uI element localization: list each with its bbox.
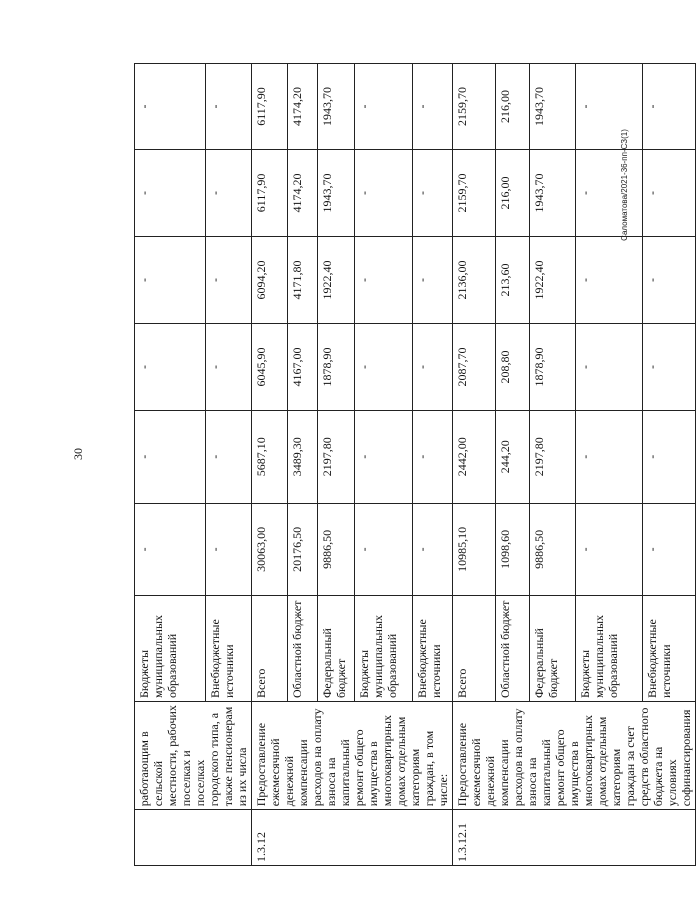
amount-cell: 213,60: [495, 236, 529, 323]
amount-cell: -: [642, 503, 695, 596]
amount-cell: 216,00: [495, 63, 529, 149]
page-number: 30: [71, 448, 85, 460]
amount-cell: -: [354, 236, 412, 323]
funding-source: Федеральный бюджет: [529, 595, 575, 701]
amount-cell: 2087,70: [452, 323, 495, 410]
amount-cell: 1943,70: [317, 63, 354, 149]
row-name: Предоставление ежемесячной денежной компенсации расходов на оплату взноса на капитальный ремонт общего имущества в многоквартирных домах отдельным категориям граждан за счет средств областного бюджета на условиях софинансирования: [452, 701, 695, 809]
amount-cell: 2197,80: [317, 410, 354, 503]
amount-cell: 4171,80: [287, 236, 316, 323]
amount-cell: 6117,90: [251, 63, 287, 149]
amount-cell: -: [412, 149, 452, 236]
amount-cell: -: [354, 503, 412, 596]
amount-cell: -: [575, 323, 642, 410]
amount-cell: -: [134, 410, 205, 503]
amount-cell: 4174,20: [287, 63, 316, 149]
funding-source: Бюджеты муниципальных образований: [134, 595, 205, 701]
row-code: 1.3.12.1: [452, 809, 695, 865]
amount-cell: 1922,40: [317, 236, 354, 323]
funding-source: Областной бюджет: [495, 595, 529, 701]
row-name: Предоставление ежемесячной денежной компенсации расходов на оплату взноса на капитальный ремонт общего имущества в многоквартирных домах отдельным категориям граждан, в том числе:: [251, 701, 452, 809]
amount-cell: -: [575, 236, 642, 323]
amount-cell: -: [642, 149, 695, 236]
amount-cell: -: [412, 410, 452, 503]
amount-cell: 5687,10: [251, 410, 287, 503]
amount-cell: -: [642, 323, 695, 410]
document-stamp: Саломатова/2021-36-пп-СЗ(1): [620, 129, 629, 241]
amount-cell: 1098,60: [495, 503, 529, 596]
amount-cell: -: [205, 63, 251, 149]
amount-cell: -: [134, 63, 205, 149]
amount-cell: 1878,90: [529, 323, 575, 410]
amount-cell: -: [205, 410, 251, 503]
amount-cell: 2159,70: [452, 149, 495, 236]
budget-table: [134, 63, 696, 866]
amount-cell: -: [642, 410, 695, 503]
amount-cell: 4167,00: [287, 323, 316, 410]
amount-cell: 20176,50: [287, 503, 316, 596]
amount-cell: 244,20: [495, 410, 529, 503]
amount-cell: 1943,70: [529, 63, 575, 149]
amount-cell: 216,00: [495, 149, 529, 236]
amount-cell: -: [354, 410, 412, 503]
funding-source: Бюджеты муниципальных образований: [575, 595, 642, 701]
amount-cell: 1878,90: [317, 323, 354, 410]
amount-cell: 4174,20: [287, 149, 316, 236]
amount-cell: -: [575, 503, 642, 596]
amount-cell: -: [642, 236, 695, 323]
amount-cell: 208,80: [495, 323, 529, 410]
amount-cell: 6045,90: [251, 323, 287, 410]
amount-cell: -: [412, 63, 452, 149]
amount-cell: -: [575, 410, 642, 503]
amount-cell: -: [575, 149, 642, 236]
amount-cell: 10985,10: [452, 503, 495, 596]
amount-cell: 2197,80: [529, 410, 575, 503]
amount-cell: -: [205, 236, 251, 323]
amount-cell: 2136,00: [452, 236, 495, 323]
amount-cell: -: [354, 149, 412, 236]
amount-cell: -: [642, 63, 695, 149]
amount-cell: 1943,70: [529, 149, 575, 236]
amount-cell: -: [134, 149, 205, 236]
amount-cell: 1922,40: [529, 236, 575, 323]
amount-cell: 9886,50: [529, 503, 575, 596]
amount-cell: 30063,00: [251, 503, 287, 596]
table-row: [251, 63, 287, 865]
funding-source: Бюджеты муниципальных образований: [354, 595, 412, 701]
row-code: 1.3.12: [251, 809, 452, 865]
amount-cell: 9886,50: [317, 503, 354, 596]
funding-source: Федеральный бюджет: [317, 595, 354, 701]
amount-cell: -: [134, 236, 205, 323]
amount-cell: -: [134, 503, 205, 596]
funding-source: Всего: [251, 595, 287, 701]
amount-cell: -: [354, 323, 412, 410]
amount-cell: 3489,30: [287, 410, 316, 503]
amount-cell: 6094,20: [251, 236, 287, 323]
funding-source: Внебюджетные источники: [205, 595, 251, 701]
amount-cell: -: [205, 323, 251, 410]
amount-cell: 6117,90: [251, 149, 287, 236]
amount-cell: 2159,70: [452, 63, 495, 149]
row-code: [134, 809, 251, 865]
funding-source: Всего: [452, 595, 495, 701]
funding-source: Внебюджетные источники: [412, 595, 452, 701]
amount-cell: -: [354, 63, 412, 149]
amount-cell: 2442,00: [452, 410, 495, 503]
funding-source: Внебюджетные источники: [642, 595, 695, 701]
amount-cell: -: [412, 236, 452, 323]
table-row: [452, 63, 495, 865]
amount-cell: -: [134, 323, 205, 410]
amount-cell: 1943,70: [317, 149, 354, 236]
amount-cell: -: [205, 503, 251, 596]
table-row: [134, 63, 205, 865]
amount-cell: -: [575, 63, 642, 149]
amount-cell: -: [412, 503, 452, 596]
funding-source: Областной бюджет: [287, 595, 316, 701]
amount-cell: -: [205, 149, 251, 236]
amount-cell: -: [412, 323, 452, 410]
row-name: работающим в сельской местности, рабочих поселках и поселках городского типа, а также пенсионерам из их числа: [134, 701, 251, 809]
